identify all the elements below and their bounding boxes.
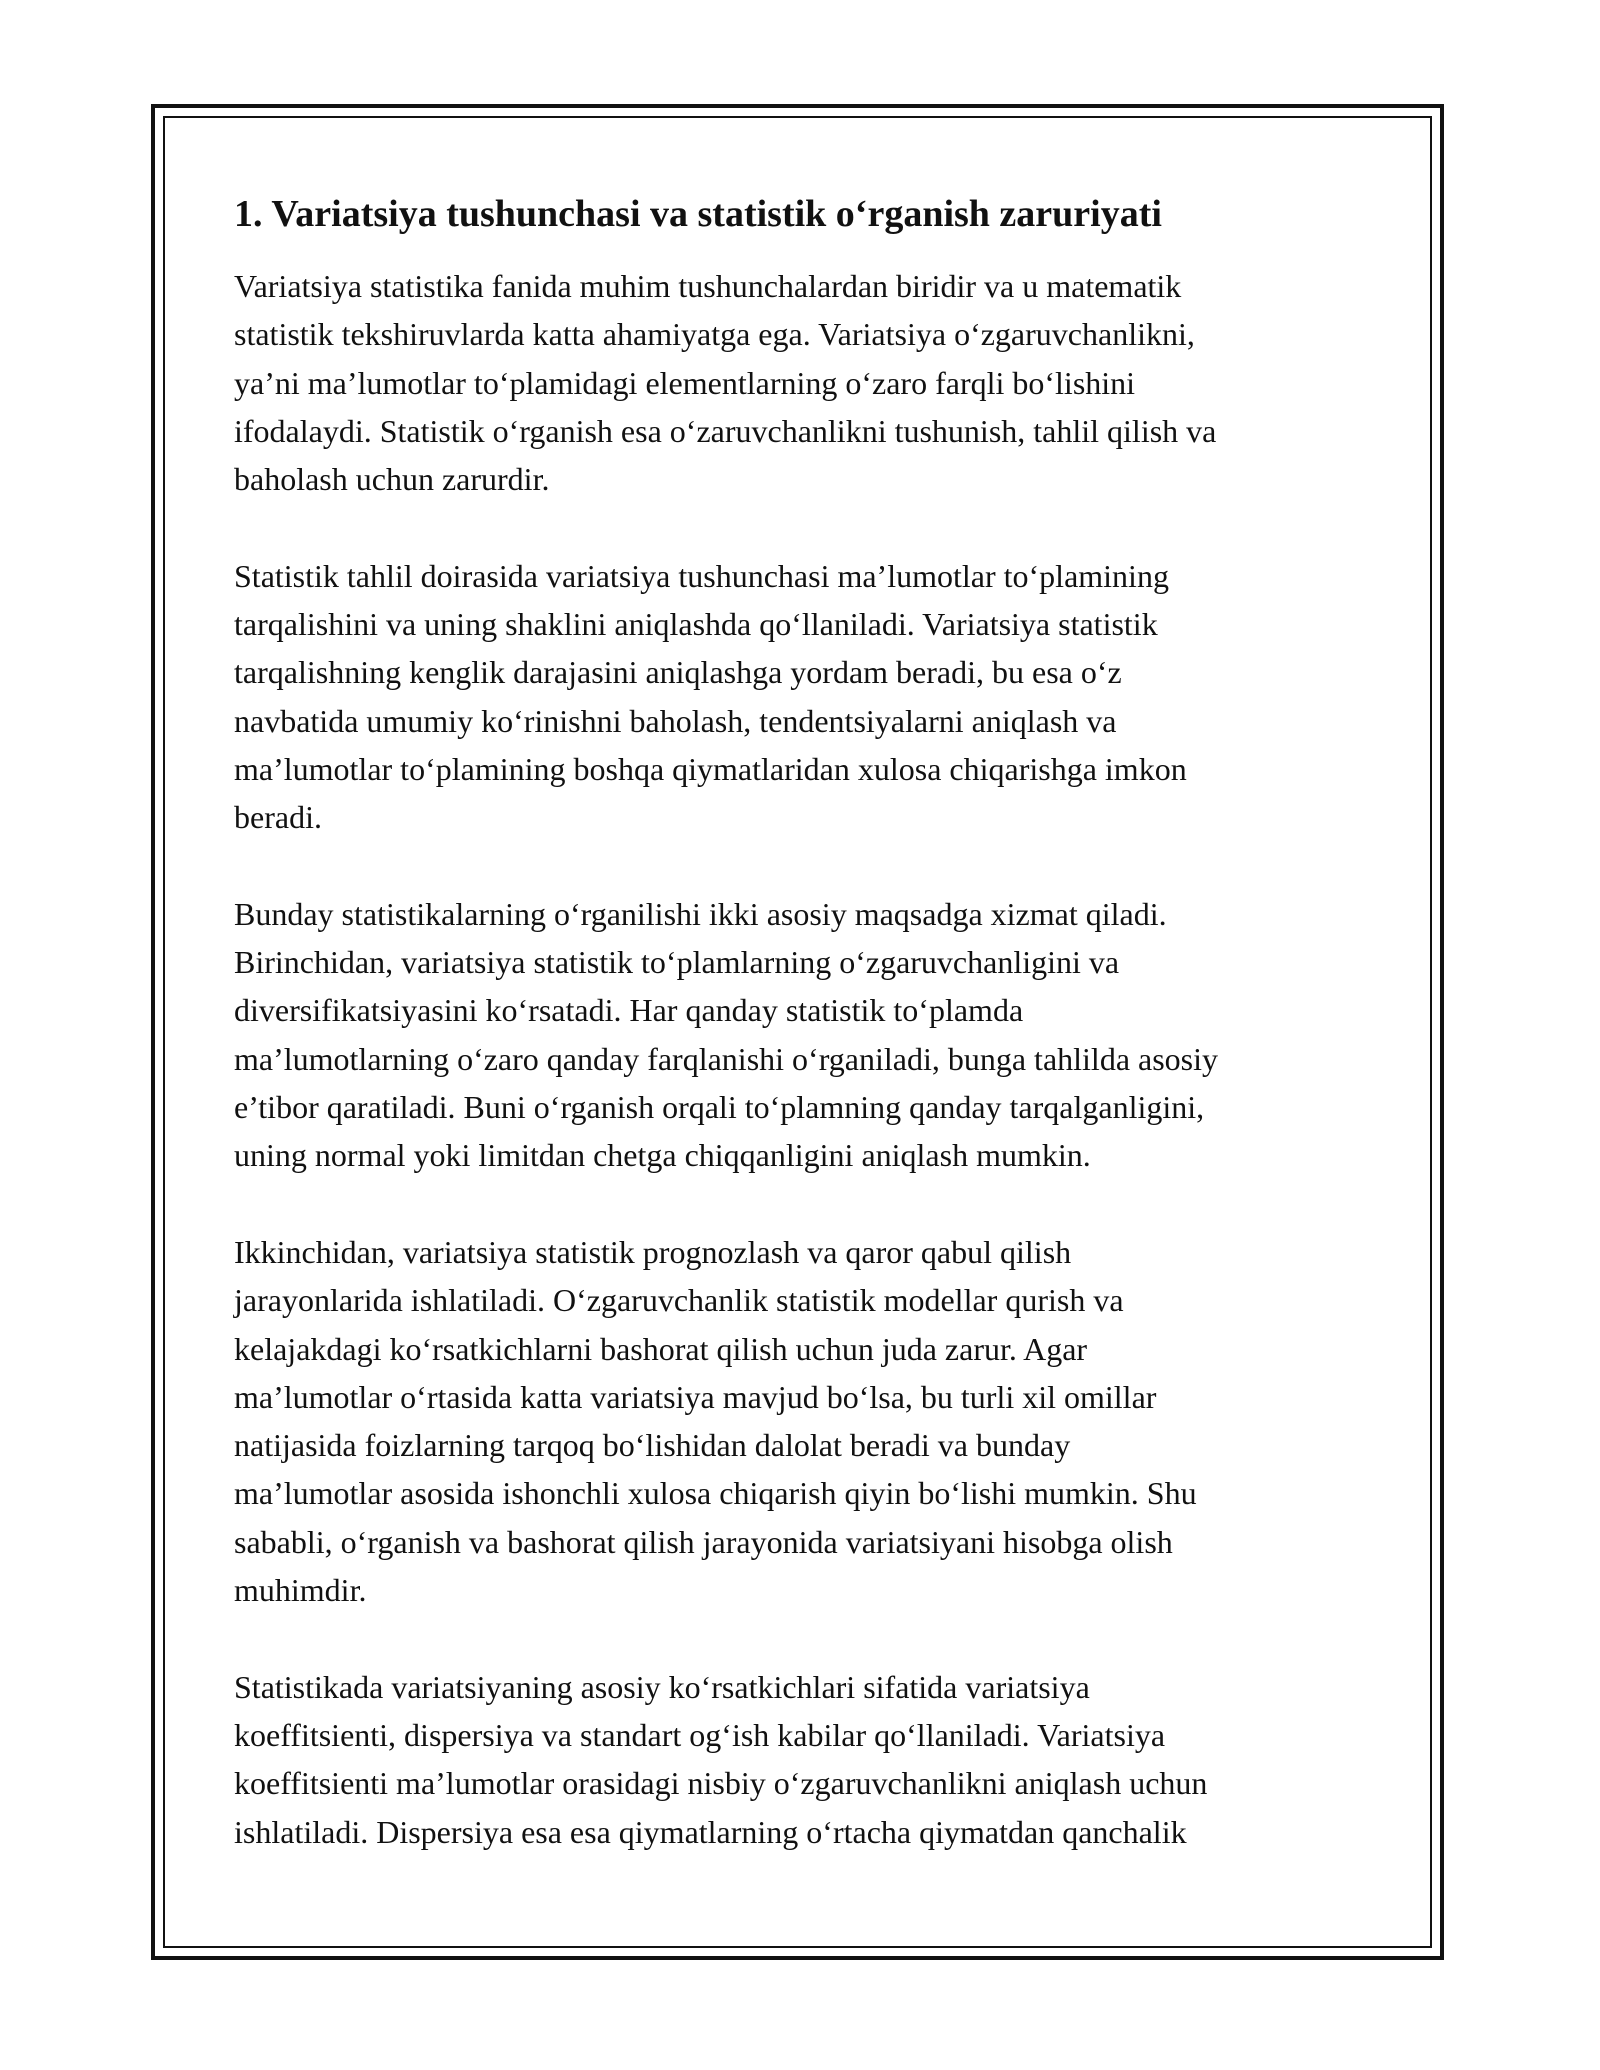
paragraph-line: diversifikatsiyasini ko‘rsatadi. Har qanday statistik to‘plamda (234, 992, 1024, 1029)
paragraph-line: Statistikada variatsiyaning asosiy ko‘rsatkichlari sifatida variatsiya (234, 1668, 1090, 1705)
document-body (234, 190, 1384, 1856)
paragraph-line: ma’lumotlarning o‘zaro qanday farqlanishi o‘rganiladi, bunga tahlilda asosiy (234, 1040, 1219, 1077)
paragraph-line: baholash uchun zarurdir. (234, 461, 550, 498)
paragraph (234, 262, 1384, 503)
paragraph-list (234, 262, 1384, 1856)
paragraph (234, 1663, 1384, 1856)
paragraph-line: ma’lumotlar to‘plamining boshqa qiymatlaridan xulosa chiqarishga imkon (234, 750, 1187, 787)
paragraph (234, 890, 1384, 1180)
paragraph-line: koeffitsienti ma’lumotlar orasidagi nisbiy o‘zgaruvchanlikni aniqlash uchun (234, 1765, 1208, 1802)
paragraph-line: Statistik tahlil doirasida variatsiya tushunchasi ma’lumotlar to‘plamining (234, 557, 1169, 594)
paragraph-line: beradi. (234, 799, 322, 836)
paragraph-line: navbatida umumiy ko‘rinishni baholash, tendentsiyalarni aniqlash va (234, 702, 1117, 739)
paragraph-line: natijasida foizlarning tarqoq bo‘lishidan dalolat beradi va bunday (234, 1427, 1071, 1464)
paragraph-line: statistik tekshiruvlarda katta ahamiyatga ega. Variatsiya o‘zgaruvchanlikni, (234, 316, 1195, 353)
paragraph-line: jarayonlarida ishlatiladi. O‘zgaruvchanlik statistik modellar qurish va (234, 1282, 1124, 1319)
paragraph-line: ma’lumotlar o‘rtasida katta variatsiya mavjud bo‘lsa, bu turli xil omillar (234, 1378, 1157, 1415)
paragraph-line: Ikkinchidan, variatsiya statistik prognozlash va qaror qabul qilish (234, 1233, 1072, 1270)
paragraph-line: ifodalaydi. Statistik o‘rganish esa o‘zaruvchanlikni tushunish, tahlil qilish va (234, 412, 1217, 449)
paragraph-line: Variatsiya statistika fanida muhim tushunchalardan biridir va u matematik (234, 268, 1182, 304)
paragraph-line: ya’ni ma’lumotlar to‘plamidagi elementlarning o‘zaro farqli bo‘lishini (234, 364, 1136, 401)
paragraph-line: muhimdir. (234, 1572, 367, 1609)
paragraph-line: koeffitsienti, dispersiya va standart og‘ish kabilar qo‘llaniladi. Variatsiya (234, 1716, 1166, 1753)
paragraph-line: tarqalishning kenglik darajasini aniqlashga yordam beradi, bu esa o‘z (234, 654, 1122, 691)
paragraph-line: sababli, o‘rganish va bashorat qilish jarayonida variatsiyani hisobga olish (234, 1523, 1173, 1560)
paragraph-line: Birinchidan, variatsiya statistik to‘plamlarning o‘zgaruvchanligini va (234, 944, 1120, 981)
paragraph-line: e’tibor qaratiladi. Buni o‘rganish orqali to‘plamning qanday tarqalganligini, (234, 1089, 1205, 1126)
paragraph-line: ishlatiladi. Dispersiya esa esa qiymatlarning o‘rtacha qiymatdan qanchalik (234, 1813, 1187, 1850)
paragraph (234, 1228, 1384, 1614)
paragraph-line: ma’lumotlar asosida ishonchli xulosa chiqarish qiyin bo‘lishi mumkin. Shu (234, 1475, 1197, 1512)
paragraph-line: Bunday statistikalarning o‘rganilishi ikki asosiy maqsadga xizmat qiladi. (234, 895, 1167, 932)
paragraph-line: tarqalishini va uning shaklini aniqlashda qo‘llaniladi. Variatsiya statistik (234, 606, 1158, 643)
paragraph-line: uning normal yoki limitdan chetga chiqqanligini aniqlash mumkin. (234, 1137, 1091, 1174)
section-heading: 1. Variatsiya tushunchasi va statistik o‘rganish zaruriyati (234, 193, 1162, 235)
paragraph (234, 552, 1384, 842)
paragraph-line: kelajakdagi ko‘rsatkichlarni bashorat qilish uchun juda zarur. Agar (234, 1330, 1088, 1367)
